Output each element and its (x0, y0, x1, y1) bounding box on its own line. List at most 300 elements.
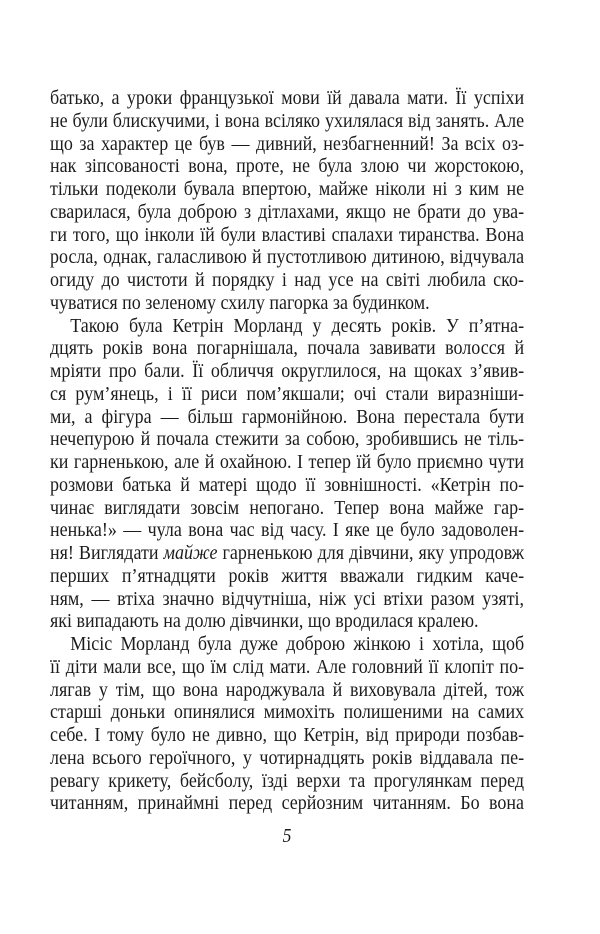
word: перед (480, 769, 525, 792)
word: були (72, 109, 108, 132)
word: вона (489, 792, 525, 815)
word: ненька!» (50, 519, 117, 542)
word: чистоти (127, 269, 188, 291)
word: були (220, 223, 256, 246)
text-line: чуватися по зеленому схилу пагорка за будинком. (50, 291, 430, 314)
word: бейсболу, (179, 769, 254, 792)
word: Тепер (334, 496, 380, 519)
word: усе (328, 269, 354, 291)
word: мати. (269, 655, 311, 678)
word: природи (395, 724, 460, 746)
word: відчувала (450, 246, 525, 269)
word: слід (232, 655, 264, 678)
word: про (108, 360, 137, 382)
word: з (244, 200, 252, 223)
word: І (332, 519, 339, 542)
word: Такою (70, 314, 120, 337)
word: її (50, 655, 61, 678)
word: — (123, 519, 142, 542)
word: Кетрін, (303, 724, 360, 746)
word: мимохіть (263, 701, 335, 724)
word: у (312, 314, 322, 337)
word: від (408, 109, 431, 132)
word: проте, (236, 155, 284, 178)
word: й (332, 678, 343, 701)
word: все, (146, 655, 177, 678)
word: чинає (50, 496, 95, 519)
text-line (50, 246, 524, 269)
text-line (50, 87, 524, 110)
word: а (84, 405, 93, 428)
word: — (231, 132, 250, 155)
word: у (242, 746, 252, 769)
word: щоб (492, 633, 525, 655)
word: у (98, 678, 108, 701)
word: їзді (261, 769, 288, 792)
word: читанням. (372, 792, 451, 815)
word: її (305, 473, 316, 496)
word: й (251, 246, 262, 269)
word: перестала (403, 405, 481, 428)
text-line (50, 588, 524, 611)
word: І (296, 451, 303, 473)
word: мати. (407, 87, 448, 109)
word: Виглядати (78, 542, 159, 564)
word: вона (224, 109, 260, 132)
word: десять (331, 314, 382, 337)
word: Її (455, 87, 467, 109)
word: І (94, 724, 101, 746)
word: виховувала (350, 678, 436, 701)
word: гидким (416, 564, 473, 587)
word: дуже (239, 633, 278, 655)
word: тож (495, 678, 525, 701)
word: яку (418, 542, 445, 564)
word: огиду (50, 269, 95, 291)
word: більш (187, 405, 233, 428)
word: оз- (501, 132, 525, 155)
word: зіпсованості (84, 155, 180, 178)
word: що (152, 678, 176, 701)
word: старші (50, 701, 102, 724)
word: це (174, 132, 193, 155)
text-line (50, 406, 524, 429)
word: було (150, 724, 186, 746)
word: не (192, 724, 210, 746)
word: на (451, 701, 470, 724)
word: стежити (215, 428, 279, 451)
word: й (180, 473, 190, 496)
word: головний (351, 655, 423, 678)
word: не (50, 109, 68, 132)
word: гар- (493, 496, 525, 519)
word: узяті, (482, 587, 525, 610)
text-line (50, 428, 524, 451)
word: мали (103, 655, 142, 678)
word: Її (192, 360, 204, 382)
word: майже (318, 178, 369, 200)
word: галасливою (156, 246, 247, 269)
word: всіх (465, 132, 496, 155)
word: що (115, 223, 139, 246)
word: однак, (103, 246, 152, 269)
text-line (50, 133, 524, 156)
word: всіляко (264, 109, 321, 132)
word: впертою, (242, 178, 312, 200)
word: непогано. (249, 496, 325, 519)
word: За (441, 132, 459, 155)
word: років. (391, 314, 437, 337)
word: лягав (50, 678, 92, 701)
word: була (128, 314, 163, 337)
word: успіхи (473, 87, 525, 109)
word: перших (50, 564, 110, 587)
text-line (50, 315, 524, 338)
text-line (50, 201, 524, 224)
word: чи (407, 155, 427, 178)
word: «Кетрін (430, 473, 491, 496)
word: Місіс (70, 633, 113, 655)
word: по- (499, 473, 525, 496)
word: інколи (144, 223, 195, 246)
word: гармонійною. (241, 405, 348, 428)
text-line (50, 519, 524, 542)
word: Вона (485, 223, 525, 246)
word: її (181, 382, 192, 405)
word: серйозним (281, 792, 364, 815)
word: й (204, 451, 215, 473)
word: їм (210, 655, 227, 678)
word: завивати (369, 337, 436, 360)
word: жорстокою, (434, 155, 525, 178)
word: почала (307, 337, 360, 360)
word: разом (430, 587, 475, 610)
word: яке (345, 519, 370, 542)
word: фігура (101, 405, 152, 428)
word: сварилася, (50, 200, 131, 223)
word: батька (122, 473, 172, 496)
text-line (50, 542, 524, 565)
page-text (50, 87, 524, 848)
word: років (371, 746, 413, 769)
word: щодо (256, 473, 297, 496)
word: героїчного, (149, 746, 236, 769)
word: Вона (356, 405, 395, 428)
word: і (281, 269, 287, 291)
word: ня! (50, 542, 74, 564)
word: вона (152, 337, 188, 360)
word: це (376, 519, 394, 542)
word: прогулянкам (373, 769, 472, 792)
text-line (50, 224, 524, 247)
word: ким (469, 178, 500, 200)
word: вона (389, 496, 425, 519)
word: батько, (50, 87, 105, 109)
word: бути (489, 405, 525, 428)
word: дітлахами, (258, 200, 339, 223)
word: було (400, 519, 435, 542)
word: по- (499, 655, 525, 678)
word: та (349, 769, 366, 792)
word: любила (427, 269, 486, 291)
word: очі (353, 382, 377, 405)
word: і (419, 633, 425, 655)
word: ми, (50, 405, 76, 428)
word: блискучими, (112, 109, 210, 132)
word: Морланд (233, 314, 303, 337)
word: ніж (319, 587, 347, 610)
word: французької (179, 87, 274, 109)
word: їй (356, 451, 372, 473)
word: ні (432, 178, 448, 200)
word: того, (72, 223, 110, 246)
word: У (446, 314, 459, 337)
word: для (317, 542, 345, 564)
word: клопіт (444, 655, 494, 678)
word: а (111, 87, 120, 109)
text-line (50, 747, 524, 770)
word: ревагу (50, 769, 100, 792)
word: усі (353, 587, 376, 610)
word: злою (360, 155, 400, 178)
word: перед (228, 792, 273, 815)
word: але (174, 451, 200, 473)
text-line (50, 451, 524, 474)
word: хотіла, (432, 633, 484, 655)
word: — (160, 405, 179, 428)
word: доньки (110, 701, 166, 724)
word: погарнішала, (196, 337, 298, 360)
text-line (50, 269, 524, 292)
word: виразніши- (437, 382, 525, 405)
word: народжувала (225, 678, 325, 701)
word: брати (417, 200, 461, 223)
text-line (50, 701, 524, 724)
text-line (50, 474, 524, 497)
word: мріяти (50, 360, 102, 382)
text-line (50, 792, 524, 815)
text-line (50, 110, 524, 133)
word: упродовж (449, 542, 525, 564)
word: позбав- (466, 724, 525, 746)
word: і (214, 109, 220, 132)
word: ско- (493, 269, 524, 291)
word: виглядати (104, 496, 181, 519)
word: читанням, (50, 792, 129, 815)
word: задоволен- (441, 519, 525, 542)
word: тіль- (488, 428, 525, 451)
word: років (228, 564, 269, 587)
word: каче- (485, 564, 525, 587)
word: жінкою (353, 633, 411, 655)
word: був (198, 132, 225, 155)
word: ги (50, 223, 68, 246)
word: доброю (286, 633, 346, 655)
word: ухилялася (324, 109, 404, 132)
word: з’явив- (470, 360, 525, 382)
word: діти (65, 655, 98, 678)
word: за (284, 428, 300, 451)
word: тиранства. (398, 223, 480, 246)
word: лена (50, 746, 85, 769)
word: ува- (492, 200, 525, 223)
word: і (167, 382, 173, 405)
word: зовсім (190, 496, 240, 519)
word: всього (92, 746, 142, 769)
word: опинялися (173, 701, 255, 724)
word: розмови (50, 473, 114, 496)
word: вона (182, 678, 218, 701)
word: не (464, 428, 482, 451)
word: Бо (460, 792, 480, 815)
word: подеколи (105, 178, 177, 200)
word: що (273, 724, 297, 746)
word: віддавала (419, 746, 493, 769)
word: й (140, 428, 151, 451)
word: час (229, 519, 255, 542)
word: — (91, 587, 110, 610)
word: пе- (500, 746, 525, 769)
word: втіхи (383, 587, 423, 610)
word: полишеними (343, 701, 443, 724)
word: бали. (144, 360, 185, 382)
word: стали (385, 382, 429, 405)
word: себе. (50, 724, 88, 746)
word: волосся (445, 337, 505, 360)
word: дивно, (216, 724, 268, 746)
word: росла, (50, 246, 98, 269)
text-line (50, 724, 524, 747)
word: не (392, 200, 411, 223)
text-line (50, 679, 524, 702)
word: п’ятнадцяти (121, 564, 216, 587)
word: тепер (308, 451, 352, 473)
word: ням, (50, 587, 84, 610)
word: зробившись (365, 428, 458, 451)
word: їй (327, 87, 342, 109)
text-line (50, 360, 524, 383)
word: до (467, 200, 486, 223)
word: чути (488, 451, 525, 473)
word: принаймні (137, 792, 220, 815)
word: занять. (435, 109, 490, 132)
word: їй (200, 223, 215, 246)
word: її (428, 655, 439, 678)
word: й (194, 269, 205, 291)
word: гарненькою (222, 542, 313, 564)
word: ніколи (375, 178, 426, 200)
word: від (260, 519, 284, 542)
word: крикету, (108, 769, 172, 792)
word: гарненькою, (73, 451, 169, 473)
word: обличчя (210, 360, 274, 382)
word: Але (316, 655, 347, 678)
word: була (318, 155, 353, 178)
word: відчутніша, (221, 587, 312, 610)
word: чотирнадцять (259, 746, 365, 769)
word: дивний, (256, 132, 317, 155)
word: не (292, 155, 310, 178)
word: було (376, 451, 412, 473)
text-line (50, 383, 524, 406)
word: значно (162, 587, 215, 610)
word: Але (494, 109, 525, 132)
word: майже (163, 542, 218, 564)
word: тільки (50, 178, 99, 200)
word: верхи (296, 769, 341, 792)
word: над (294, 269, 322, 291)
word: охайною. (219, 451, 292, 473)
word: Морланд (120, 633, 190, 655)
page-number: 5 (282, 825, 292, 847)
word: спалахи (331, 223, 394, 246)
word: ки (50, 451, 69, 473)
word: приємно (416, 451, 483, 473)
word: від (365, 724, 389, 746)
word: округлилося, (281, 360, 382, 382)
word: вона (188, 519, 224, 542)
word: п’ятна- (468, 314, 525, 337)
word: порядку (211, 269, 275, 291)
word: зовнішності. (324, 473, 422, 496)
word: була (137, 200, 172, 223)
word: давала (349, 87, 400, 109)
word: втіха (117, 587, 155, 610)
word: дітей, (443, 678, 488, 701)
text-line (50, 565, 524, 588)
word: чула (147, 519, 182, 542)
text-line (50, 497, 524, 520)
word: нак (50, 155, 77, 178)
word: майже (434, 496, 484, 519)
word: риси (201, 382, 238, 405)
word: на (360, 269, 379, 291)
word: дцять (50, 337, 94, 360)
word: собою, (306, 428, 360, 451)
word: якщо (345, 200, 386, 223)
word: життя (281, 564, 328, 587)
word: що (181, 655, 205, 678)
word: бувала (183, 178, 235, 200)
text-line (50, 633, 524, 656)
word: матері (198, 473, 248, 496)
word: дівчини, (349, 542, 414, 564)
text-line (50, 178, 524, 201)
word: мови (281, 87, 320, 109)
word: вона, (188, 155, 228, 178)
word: за (79, 132, 95, 155)
word: уроки (126, 87, 173, 109)
word: доброю (178, 200, 238, 223)
word: пустотливою (266, 246, 367, 269)
word: рум’янець, (75, 382, 159, 405)
word: тім, (115, 678, 145, 701)
word: що (50, 132, 73, 155)
text-line (50, 337, 524, 360)
word: нечепурою (50, 428, 135, 451)
word: дитиною, (371, 246, 445, 269)
word: властиві (261, 223, 326, 246)
word: щоках (414, 360, 463, 382)
word: часу. (289, 519, 327, 542)
word: самих (477, 701, 525, 724)
text-line (50, 770, 524, 793)
word: років (102, 337, 143, 360)
word: до (101, 269, 120, 291)
text-line (50, 656, 524, 679)
word: почала (156, 428, 209, 451)
word: ся (50, 382, 67, 405)
